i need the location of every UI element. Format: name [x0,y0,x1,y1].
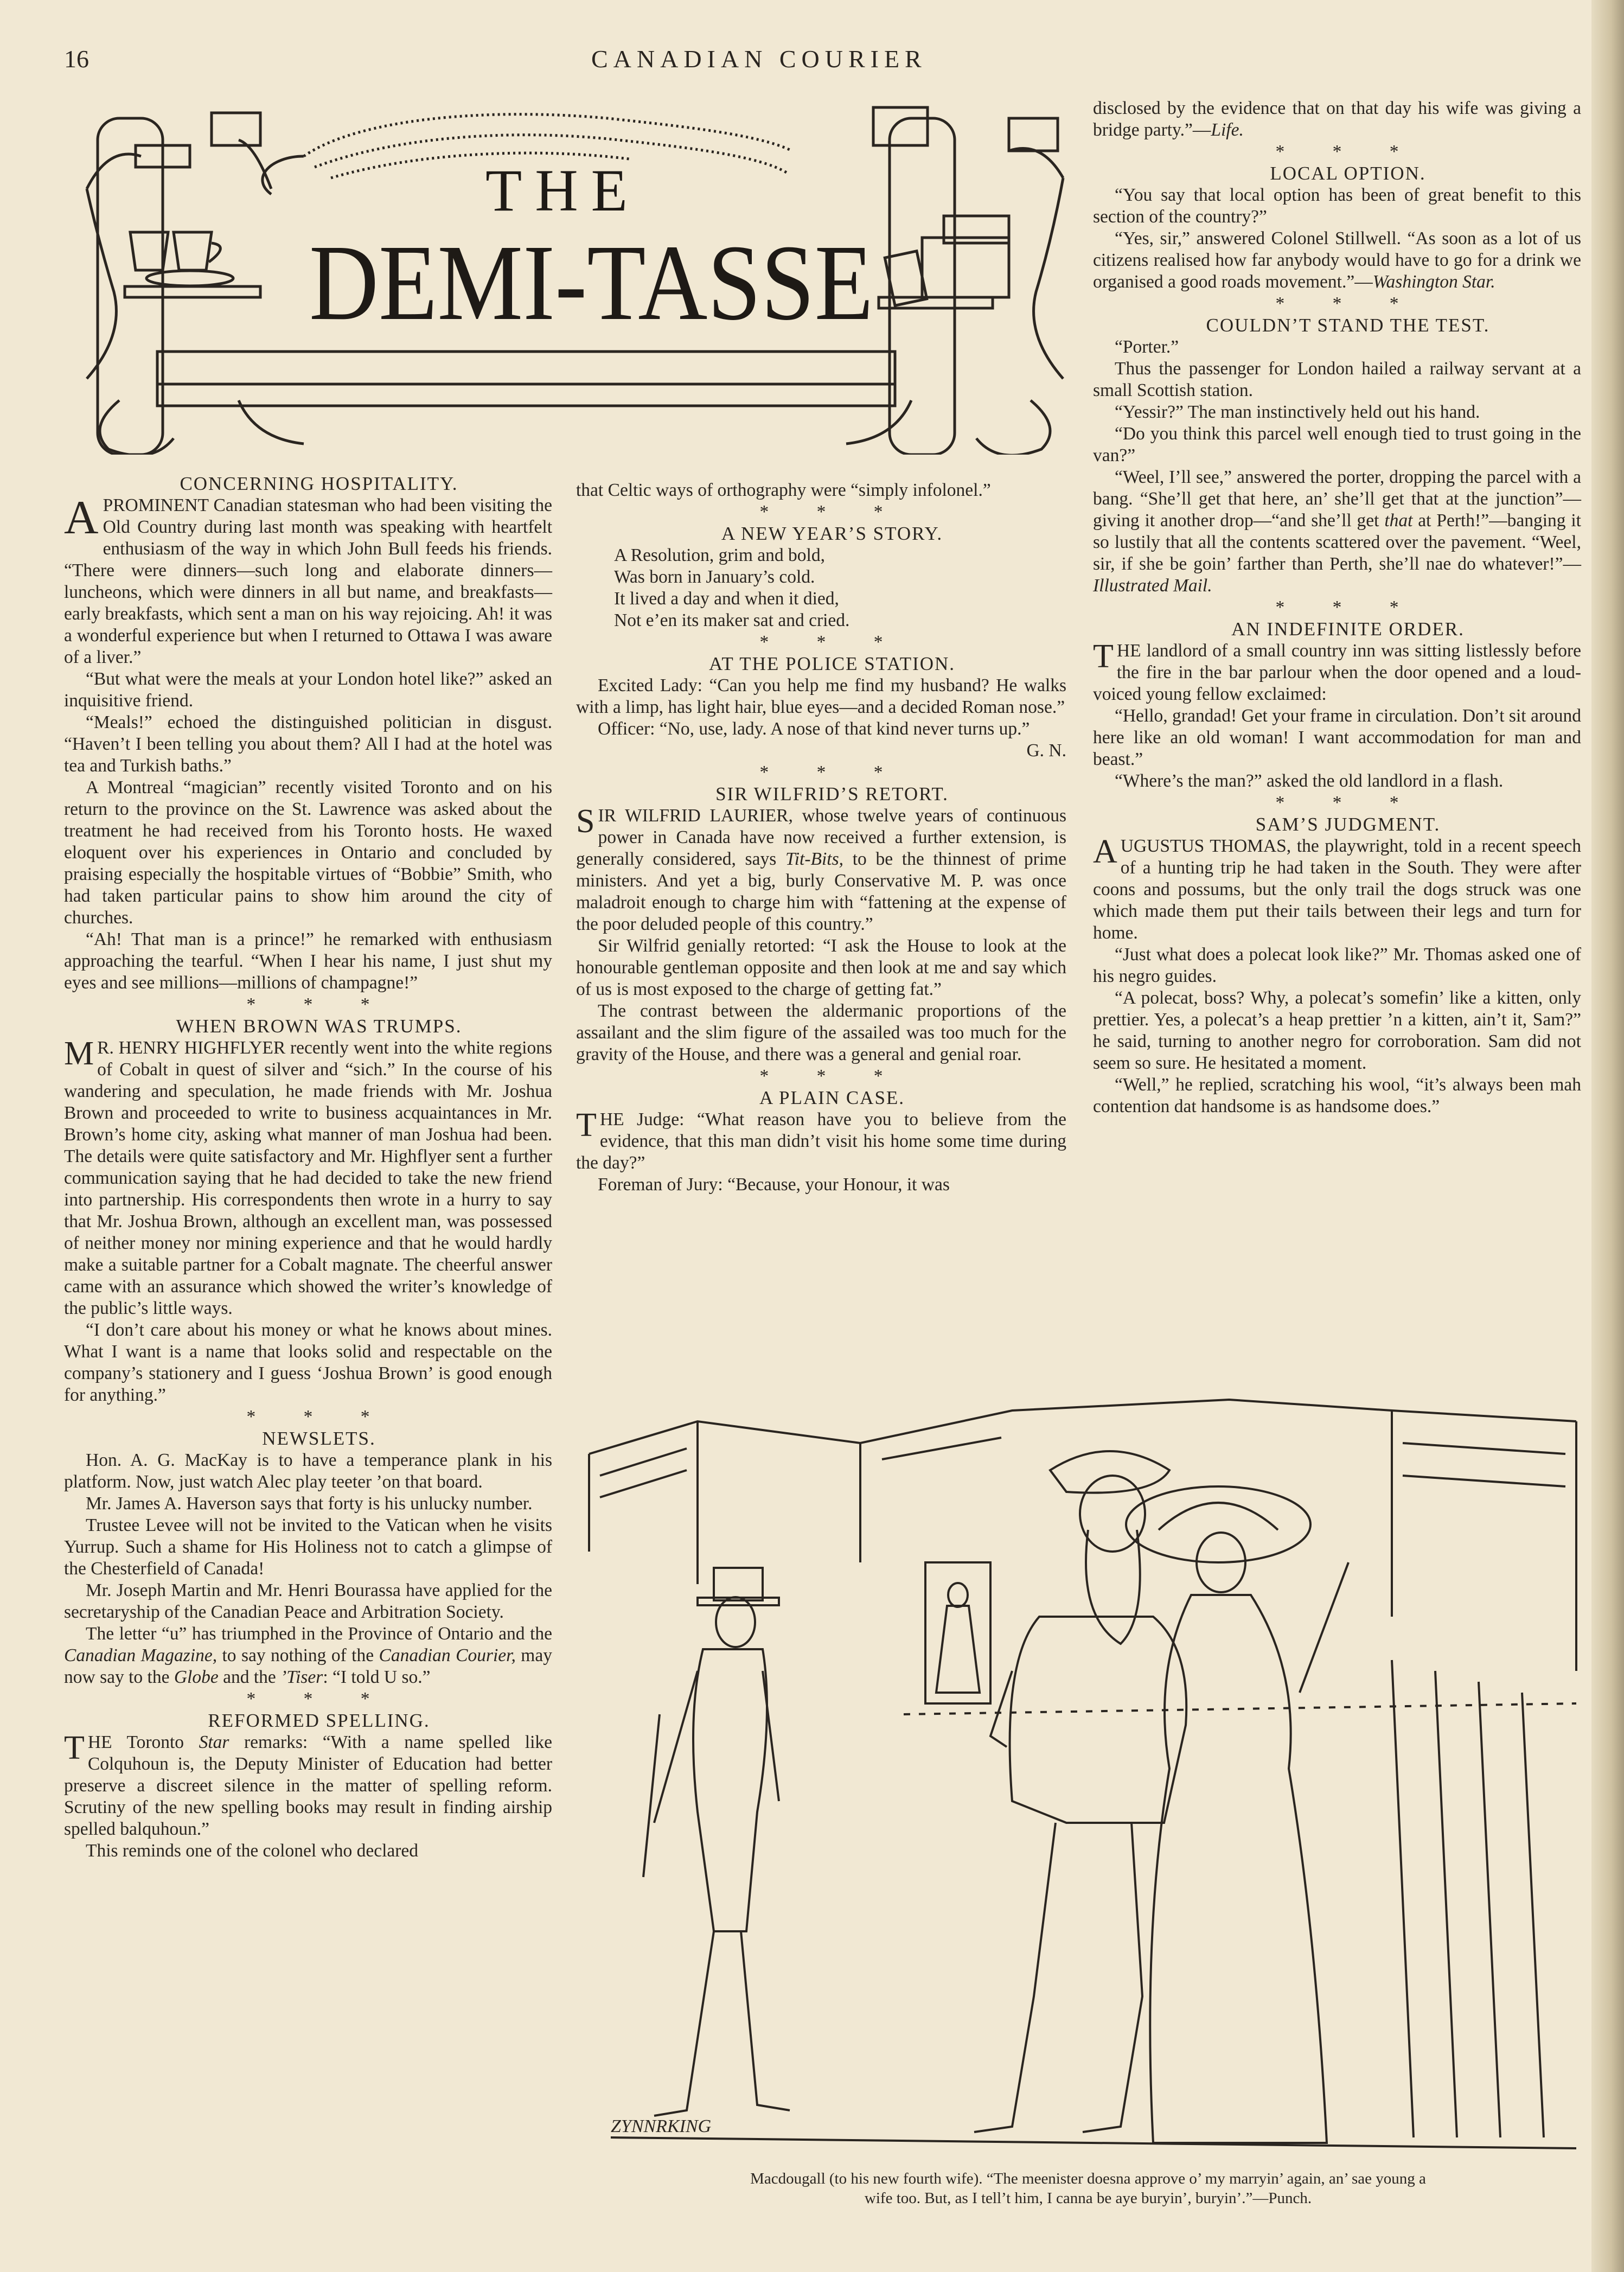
section-divider: * * * [246,1689,392,1709]
paragraph: “Meals!” echoed the distinguished politician in disgust. “Haven’t I been telling you about them? All I had at the hotel was tea and Turkish baths.” [64,712,552,776]
paragraph: THE landlord of a small country inn was sitting listlessly before the fire in the bar parlour when the door opened and a loud-voiced young fellow exclaimed: [1093,638,1581,704]
banner-title-the: THE [485,157,641,224]
drop-cap: T [576,1107,597,1144]
heading-concerning-hospitality: CONCERNING HOSPITALITY. [180,473,458,494]
heading-sir-wilfrids-retort: SIR WILFRID’S RETORT. [715,783,949,805]
newslet: The letter “u” has triumphed in the Province of Ontario and the Canadian Magazine, to say nothing of the Canadian Courier, may now say to the Globe and the ’Tiser: “I told U so.” [64,1624,552,1687]
paragraph: “Hello, grandad! Get your frame in circulation. Don’t sit around here like an old woman! I want accommodation for man and beast.” [1093,706,1581,769]
drop-cap: A [64,492,99,544]
drop-cap: T [1093,638,1114,675]
paragraph: “But what were the meals at your London hotel like?” asked an inquisitive friend. [64,669,552,711]
column-left [64,473,552,1862]
artist-signature: ZYNNRKING [611,2116,712,2136]
paragraph: A Montreal “magician” recently visited Toronto and on his return to the province on the St. Lawrence was asked about the treatment he had received from his Toronto hosts. He waxed eloquent over his experiences in Ontario and concluded by praising especially the hospitable virtues of “Bobbie” Smith, who had taken particular pains to show him around the city of churches. [64,777,552,928]
paragraph: “Yessir?” The man instinctively held out his hand. [1115,402,1480,422]
drop-cap: T [64,1729,85,1766]
section-divider: * * * [759,502,905,522]
paragraph: “Ah! That man is a prince!” he remarked with enthusiasm approaching the tearful. “When I hear his name, I just shut my eyes and see millions—millions of champagne!” [64,929,552,993]
paragraph: Sir Wilfrid genially retorted: “I ask the House to look at the honourable gentleman opposite and then look at me and say which of us is most exposed to the charge of getting fat.” [576,936,1066,999]
paragraph: Thus the passenger for London hailed a railway servant at a small Scottish station. [1093,359,1581,400]
verse [576,545,1066,631]
cartoon-caption [594,2169,1582,2208]
section-divider: * * * [1275,597,1421,617]
column-middle [576,480,1066,1196]
verse-line: Was born in January’s cold. [614,567,815,587]
heading-newslets: NEWSLETS. [262,1428,376,1449]
heading-when-brown-was-trumps: WHEN BROWN WAS TRUMPS. [176,1016,462,1037]
paragraph: “Where’s the man?” asked the old landlord in a flash. [1115,771,1504,791]
verse-line: Not e’en its maker sat and cried. [614,610,850,630]
heading-couldnt-stand-test: COULDN’T STAND THE TEST. [1206,315,1490,336]
section-divider: * * * [759,1066,905,1086]
paragraph: “Porter.” [1115,337,1179,357]
paragraph: THE Toronto Star remarks: “With a name spelled like Colquhoun is, the Deputy Minister of Education had better preserve a discreet silence in the matter of spelling reform. Scrutiny of the new spelling books may result in finding airship spelled balquhoun.” [64,1729,552,1839]
signature: G. N. [1026,741,1066,761]
drop-cap: A [1093,833,1117,870]
page-number: 16 [64,45,89,73]
section-divider: * * * [246,994,392,1014]
paragraph: “You say that local option has been of great benefit to this section of the country?” [1093,185,1581,227]
heading-reformed-spelling: REFORMED SPELLING. [208,1710,430,1731]
section-divider: * * * [246,1407,392,1427]
heading-local-option: LOCAL OPTION. [1270,163,1426,184]
page-spine-shadow [1591,0,1624,2272]
caption-line: Macdougall (to his new fourth wife). “The meenister doesna approve o’ my marryin’ again, an’ sae young a [750,2170,1426,2187]
banner-title-demi-tasse: DEMI-TASSE [309,223,873,343]
paragraph: “I don’t care about his money or what he knows about mines. What I want is a name that looks solid and respectable on the company’s stationery and I guess ‘Joshua Brown’ is good enough for anything.” [64,1320,552,1405]
paragraph: The contrast between the aldermanic proportions of the assailant and the slim figure of the assailed was too much for the gravity of the House, and there was a general and genial roar. [576,1001,1066,1064]
paragraph: Excited Lady: “Can you help me find my husband? He walks with a limp, has light hair, blue eyes—and a decided Roman nose.” [576,675,1066,717]
section-divider: * * * [1275,793,1421,813]
paragraph: “Weel, I’ll see,” answered the porter, dropping the parcel with a bang. “She’ll get that here, an’ she’ll get that at the junction”—giving it another drop—“and she’ll get that at Perth!”—banging it so lustily that all the contents scattered over the pavement. “Weel, sir, if she be goin’ farther than Perth, she’ll nae do whatever!”—Illustrated Mail. [1093,467,1581,596]
section-divider: * * * [759,632,905,652]
drop-cap: M [64,1035,94,1072]
paragraph-text: PROMINENT Canadian statesman who had been visiting the Old Country during last month was speaking with heartfelt enthusiasm of the way in which John Bull feeds his friends. “There were dinners—such long and elaborate dinners—luncheons, which were dinners in all but name, and breakfasts—early breakfasts, which sent a man on his way rejoicing. Ah! it was a wonderful experience but when I returned to Ottawa I was aware of a liver.” [64,495,552,667]
column-right [1093,98,1581,1118]
paragraph [64,492,552,668]
caption-line: wife too. But, as I tell’t him, I canna be aye buryin’, buryin’.”—Punch. [864,2190,1312,2207]
heading-plain-case: A PLAIN CASE. [759,1087,905,1108]
paragraph: This reminds one of the colonel who declared [86,1841,419,1861]
newslet: Mr. James A. Haverson says that forty is his unlucky number. [86,1494,533,1514]
verse-line: A Resolution, grim and bold, [614,545,825,565]
paragraph: THE Judge: “What reason have you to believe from the evidence, that this man didn’t visit his home some time during the day?” [576,1107,1066,1173]
paragraph: “Well,” he replied, scratching his wool, “it’s always been mah contention dat handsome is as handsome does.” [1093,1075,1581,1116]
verse-line: It lived a day and when it died, [614,589,839,609]
paragraph: “Do you think this parcel well enough tied to trust going in the van?” [1093,424,1581,465]
section-divider: * * * [1275,293,1421,314]
paragraph: “Just what does a polecat look like?” Mr. Thomas asked one of his negro guides. [1093,944,1581,986]
cartoon-illustration [578,1389,1589,2165]
newslet: Trustee Levee will not be invited to the Vatican when he visits Yurrup. Such a shame for His Holiness not to catch a glimpse of the Chesterfield of Canada! [64,1515,552,1579]
demi-tasse-banner [76,97,1074,455]
paragraph: AUGUSTUS THOMAS, the playwright, told in a recent speech of a hunting trip he had taken in the South. They were after coons and possums, but the only trail the dogs struck was one which made them put their tails between their legs and turn for home. [1093,833,1581,943]
paragraph: Foreman of Jury: “Because, your Honour, it was [598,1175,950,1195]
heading-new-years-story: A NEW YEAR’S STORY. [721,523,943,544]
heading-indefinite-order: AN INDEFINITE ORDER. [1231,618,1465,640]
paragraph: “Yes, sir,” answered Colonel Stillwell. “As soon as a lot of us citizens realised how far anybody would have to go for a drink we organised a good roads movement.”—Washington Star. [1093,228,1581,292]
newslet: Mr. Joseph Martin and Mr. Henri Bourassa have applied for the secretaryship of the Canadian Peace and Arbitration Society. [64,1580,552,1622]
paragraph: Officer: “No, use, lady. A nose of that kind never turns up.” [598,719,1030,739]
paragraph-text: R. HENRY HIGHFLYER recently went into the white regions of Cobalt in quest of silver and “sich.” In the course of his wandering and speculation, he made friends with Mr. Joshua Brown and proceeded to write to business acquaintances in Mr. Brown’s home city, asking what manner of man Joshua had been. The details were quite satisfactory and Mr. Highflyer sent a further communication saying that he had decided to take the new friend into partnership. His correspondents then wrote in a hurry to say that Mr. Joshua Brown, although an excellent man, was possessed of neither money nor mining experience and that he would hardly make a suitable partner for a Cobalt magnate. The cheerful answer came with an assurance which showed the writer’s knowledge of the public’s little ways. [64,1038,552,1318]
heading-police-station: AT THE POLICE STATION. [708,653,956,674]
paragraph: SIR WILFRID LAURIER, whose twelve years of continuous power in Canada have now received a further extension, is generally considered, says Tit-Bits, to be the thinnest of prime ministers. And yet a big, burly Conservative M. P. was once maladroit enough to charge him with “fattening at the expense of the poor deluded people of this country.” [576,803,1066,934]
paragraph [64,1037,552,1319]
paragraph: that Celtic ways of orthography were “simply infolonel.” [576,480,991,500]
paragraph: disclosed by the evidence that on that day his wife was giving a bridge party.”—Life. [1093,98,1581,140]
running-head: CANADIAN COURIER [591,45,927,73]
newslet: Hon. A. G. MacKay is to have a temperance plank in his platform. Now, just watch Alec play teeter ’on that board. [64,1450,552,1492]
section-divider: * * * [1275,142,1421,162]
section-divider: * * * [759,762,905,782]
paragraph: “A polecat, boss? Why, a polecat’s somefin’ like a kitten, only prettier. Yes, a polecat’s a heap prettier ’n a kitten, ain’t it, Sam?” he said, turning to another negro for corroboration. Sam did not seem so sure. He hesitated a moment. [1093,988,1581,1073]
drop-cap: S [576,803,595,840]
heading-sams-judgment: SAM’S JUDGMENT. [1255,814,1441,835]
